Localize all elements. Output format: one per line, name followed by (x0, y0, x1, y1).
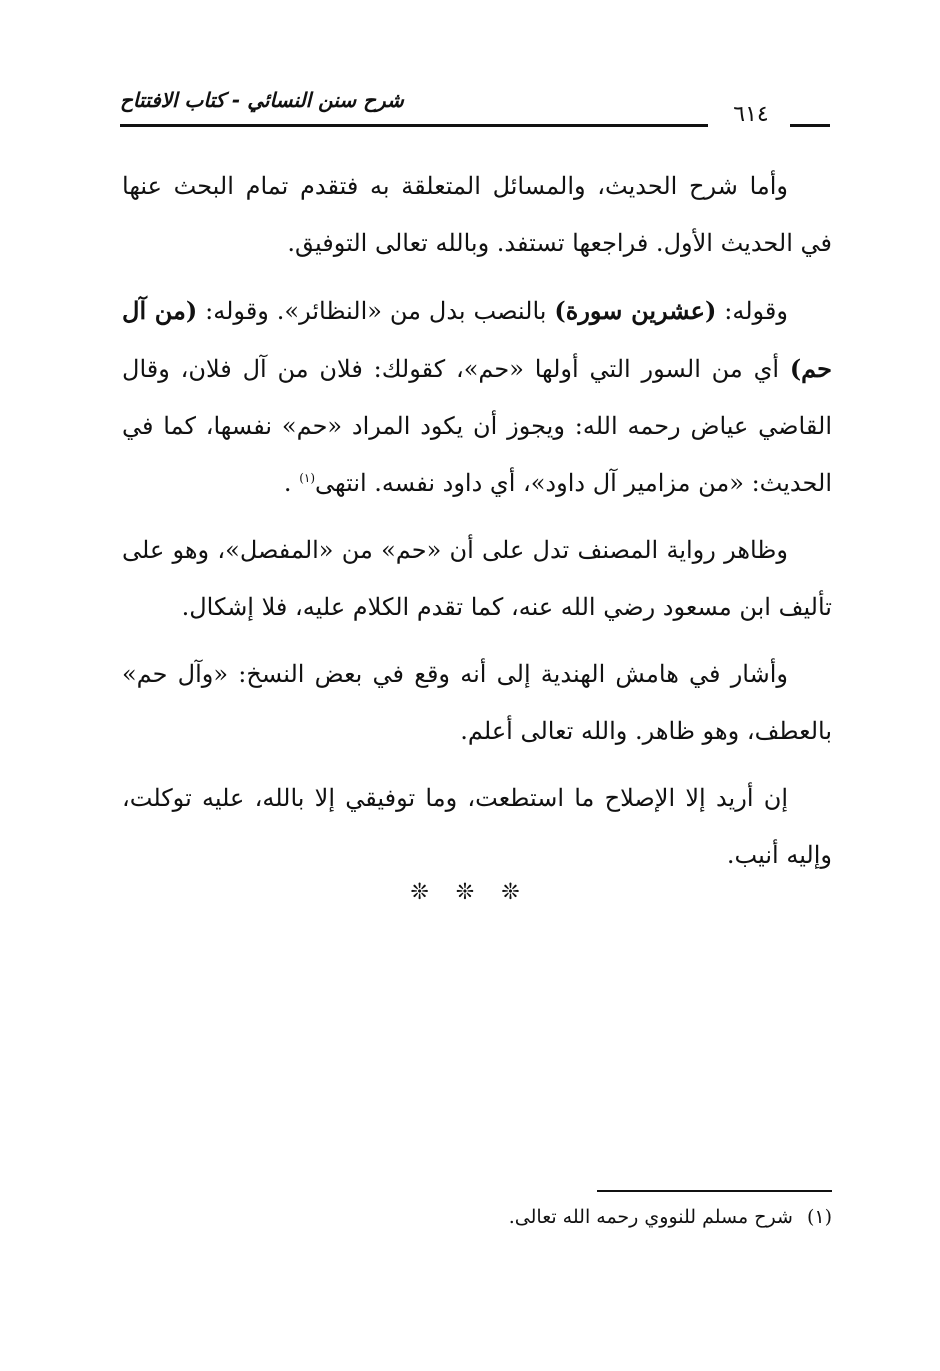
footnote-marker: (١) (806, 1206, 832, 1228)
paragraph-3: وظاهر رواية المصنف تدل على أن «حم» من «المفصل»، وهو على تأليف ابن مسعود رضي الله عنه، كما تقدم الكلام عليه، فلا إشكال. (122, 536, 832, 621)
bold-phrase-min-al-ham: (من آل حم) (122, 296, 832, 383)
paragraph-5: إن أريد إلا الإصلاح ما استطعت، وما توفيقي إلا بالله، عليه توكلت، وإليه أنيب. (122, 784, 832, 869)
section-separator: ❊ ❊ ❊ (410, 880, 530, 905)
main-text (122, 158, 832, 894)
footnote-text: شرح مسلم للنووي رحمه الله تعالى. (508, 1206, 793, 1228)
paragraph-2 (122, 282, 832, 512)
paragraph-2-text-1: وقوله: (716, 297, 788, 325)
paragraph-1: وأما شرح الحديث، والمسائل المتعلقة به فتقدم تمام البحث عنها في الحديث الأول. فراجعها تستفد. وبالله تعالى التوفيق. (122, 172, 832, 257)
running-title: شرح سنن النسائي - كتاب الافتتاح (120, 88, 404, 112)
page-number-rule (790, 124, 830, 127)
paragraph-2-text-2: بالنصب بدل من «النظائر». وقوله: (197, 297, 555, 325)
paragraph-2-text-3: أي من السور التي أولها «حم»، كقولك: فلان من آل فلان، وقال القاضي عياض رحمه الله: ويجوز أن يكود المراد «حم» نفسها، كما في الحديث: «من مزامير آل داود»، أي داود نفسه. انتهى (122, 355, 832, 497)
page-number: ٦١٤ (733, 102, 769, 127)
header-rule (120, 124, 708, 127)
paragraph-4: وأشار في هامش الهندية إلى أنه وقع في بعض النسخ: «وآل حم» بالعطف، وهو ظاهر. والله تعالى أعلم. (122, 660, 832, 745)
footnote-rule (597, 1190, 832, 1192)
paragraph-2-text-4: . (283, 469, 300, 497)
bold-phrase-ishrin-surah: (عشرين سورة) (554, 296, 717, 325)
footnote-1 (320, 1206, 832, 1228)
footnote-reference[interactable]: (١) (299, 471, 316, 485)
